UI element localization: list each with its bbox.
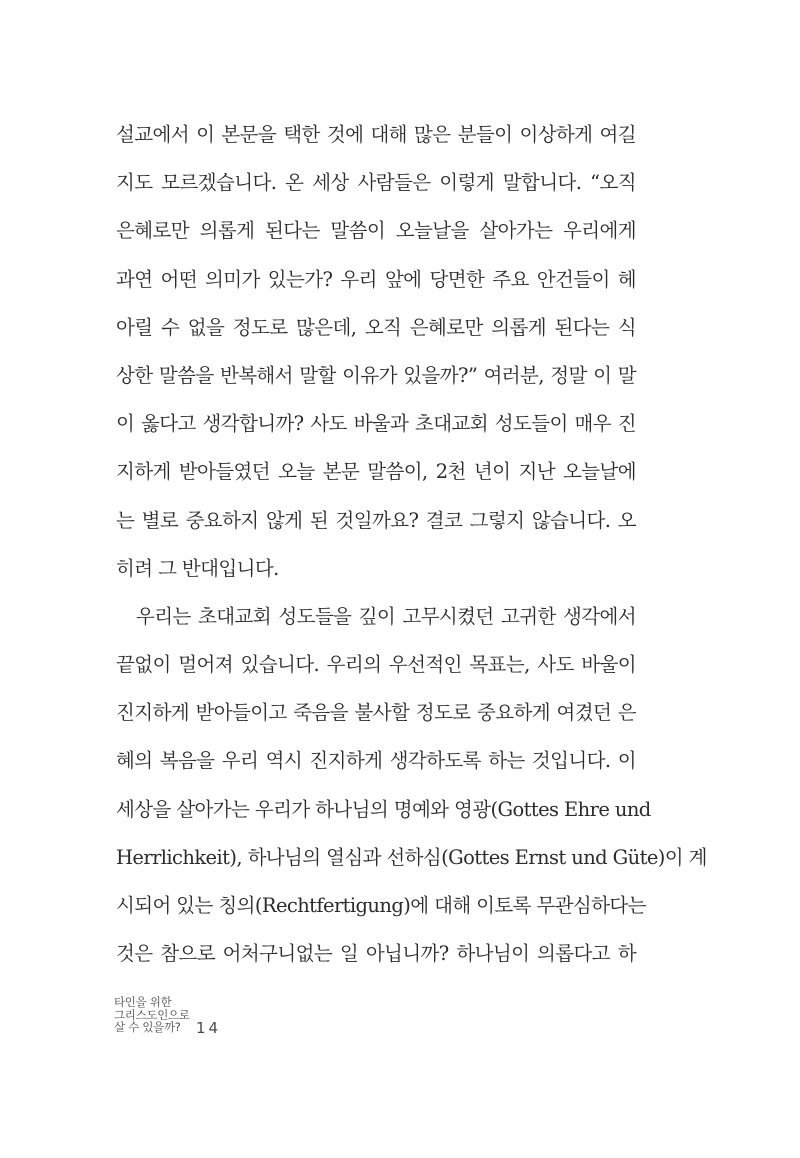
text-line: 히려 그 반대입니다.	[116, 556, 279, 580]
text-line: 혜의 복음을 우리 역시 진지하게 생각하도록 하는 것입니다. 이	[116, 749, 636, 773]
page-footer	[114, 995, 274, 1037]
running-book-title	[114, 995, 274, 1037]
text-line: 것은 참으로 어처구니없는 일 아닙니까? 하나님이 의롭다고 하	[116, 942, 636, 966]
text-line: 시되어 있는 칭의(Rechtfertigung)에 대해 이토록 무관심하다는	[116, 894, 646, 917]
text-line: 지도 모르겠습니다. 온 세상 사람들은 이렇게 말합니다. “오직	[116, 171, 636, 195]
book-title-line: 살 수 있을까?	[114, 1020, 181, 1034]
text-line: 상한 말씀을 반복해서 말할 이유가 있을까?” 여러분, 정말 이 말	[116, 363, 636, 387]
text-line: 세상을 살아가는 우리가 하나님의 명예와 영광(Gottes Ehre und	[116, 797, 651, 821]
text-line: 끝없이 멀어져 있습니다. 우리의 우선적인 목표는, 사도 바울이	[116, 653, 636, 677]
text-line: 은혜로만 의롭게 된다는 말씀이 오늘날을 살아가는 우리에게	[116, 219, 636, 243]
text-line: 과연 어떤 의미가 있는가? 우리 앞에 당면한 주요 안건들이 헤	[116, 267, 636, 291]
text-line: 우리는 초대교회 성도들을 깊이 고무시켰던 고귀한 생각에서	[136, 604, 636, 628]
text-line: 진지하게 받아들이고 죽음을 불사할 정도로 중요하게 여겼던 은	[116, 701, 636, 725]
text-line: 설교에서 이 본문을 택한 것에 대해 많은 분들이 이상하게 여길	[116, 123, 636, 146]
text-line: Herrlichkeit), 하나님의 열심과 선하심(Gottes Ernst und Güte)이 계	[116, 845, 707, 869]
body-text	[116, 111, 707, 978]
text-line: 지하게 받아들였던 오늘 본문 말씀이, 2천 년이 지난 오늘날에	[116, 460, 636, 484]
book-title-line: 그리스도인으로	[114, 1007, 190, 1022]
page-number: 14	[196, 1019, 222, 1037]
text-line: 이 옳다고 생각합니까? 사도 바울과 초대교회 성도들이 매우 진	[116, 412, 636, 436]
text-line: 는 별로 중요하지 않게 된 것일까요? 결코 그렇지 않습니다. 오	[116, 508, 636, 532]
book-title-line: 타인을 위한	[114, 995, 172, 1009]
text-line: 아릴 수 없을 정도로 많은데, 오직 은혜로만 의롭게 된다는 식	[116, 315, 636, 339]
